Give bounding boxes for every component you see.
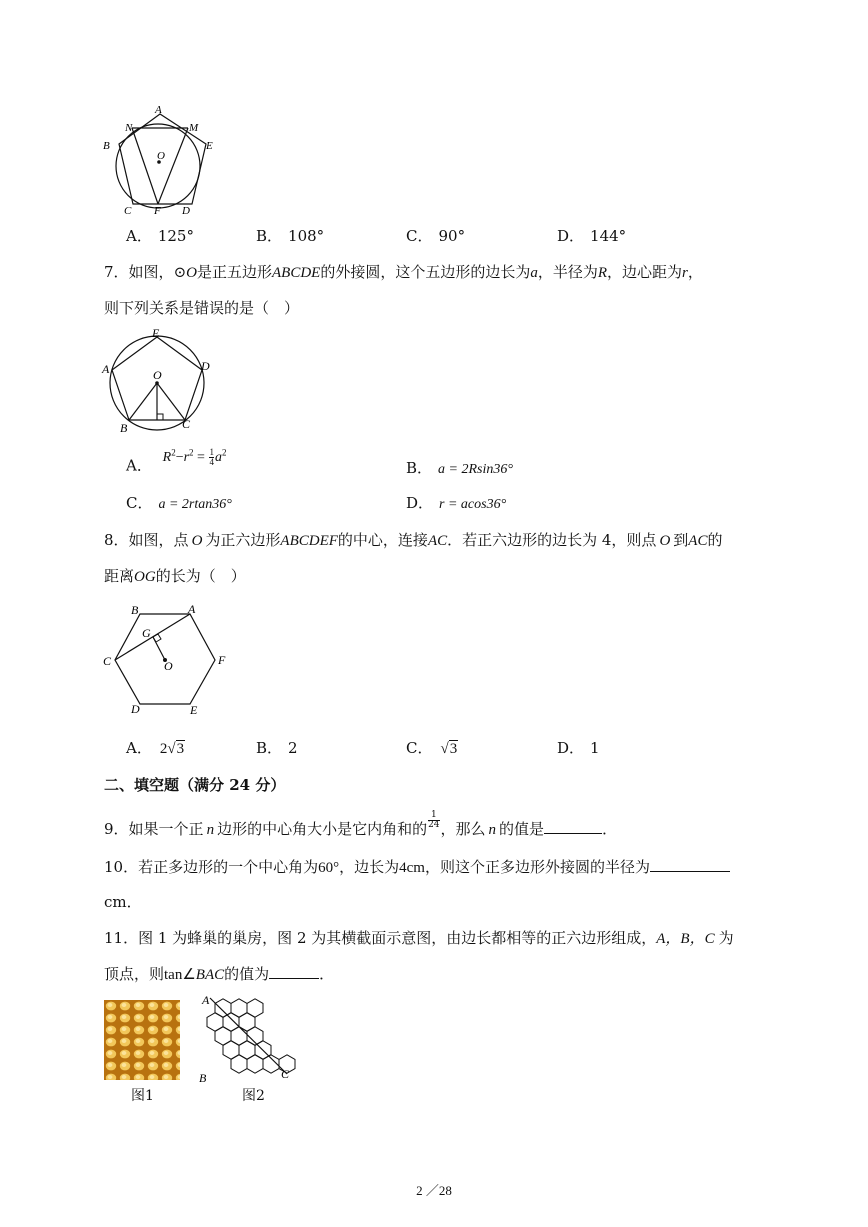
q6-label-e: E (206, 140, 213, 152)
question-number: 9． (104, 820, 129, 838)
option-value: 2 (288, 739, 298, 757)
stem-text: 如果一个正 (128, 820, 204, 838)
stem-text: ，则这个正多边形外接圆的半径为 (424, 858, 650, 876)
option-formula: a = 2Rsin36° (438, 462, 513, 477)
q7-label-e: E (152, 326, 160, 340)
math-op: = (193, 449, 209, 465)
stem-text: 的中心，连接 (337, 531, 428, 549)
math-sup: 2 (189, 447, 194, 457)
option-letter: C． (126, 494, 153, 512)
math-sup: 2 (171, 447, 176, 457)
option-letter: A． (126, 227, 152, 245)
stem-text: 的值为 (224, 965, 270, 983)
angle-value: 60° (318, 860, 340, 876)
fig1-caption: 图1 (131, 1088, 154, 1104)
hexagon-cell (231, 999, 247, 1017)
math-var: r (183, 449, 190, 465)
q8-option-c (406, 738, 458, 759)
stem-text: ，那么 (440, 820, 486, 838)
q7-stem-line2: 则下列关系是错误的是（ ） (104, 299, 300, 317)
frac-num: 1 (430, 809, 437, 820)
stem-text: ， (687, 263, 703, 281)
q6-option-d (557, 226, 626, 246)
q8-option-d (557, 738, 600, 758)
q7-pentagon-figure (100, 325, 220, 437)
vars-abc: A，B，C (656, 931, 715, 947)
var-o: O (191, 533, 203, 549)
polygon-name: ABCDEF (280, 533, 338, 549)
option-letter: D． (406, 494, 434, 512)
hexagon-cell (247, 999, 263, 1017)
question-number: 8． (104, 531, 129, 549)
q6-option-a (126, 226, 194, 246)
stem-text: 为 (718, 929, 734, 947)
q7-label-a: A (102, 362, 110, 376)
var-r: r (682, 265, 688, 281)
option-formula: r = acos36° (439, 497, 507, 512)
q7-label-o: O (153, 368, 162, 382)
hexagon-grid-figure (195, 990, 305, 1082)
q8-label-a: A (188, 602, 196, 616)
answer-blank[interactable] (650, 856, 730, 872)
q8-label-e: E (190, 703, 198, 717)
stem-text: 边形的中心角大小是它内角和的 (217, 820, 428, 838)
stem-text: ，半径为 (537, 263, 598, 281)
q11-stem-line2 (104, 963, 334, 985)
q6-pentagon-figure (100, 100, 225, 218)
option-value: 90° (438, 227, 466, 245)
coef: 2 (159, 741, 168, 757)
tan-symbol: tan∠ (164, 967, 196, 983)
circle-symbol: ⊙ (173, 263, 187, 281)
stem-text: 顶点，则 (104, 965, 165, 983)
stem-text: 若正多边形的一个中心角为 (138, 858, 319, 876)
q11-stem-line1 (104, 928, 734, 949)
radicand: 3 (176, 741, 185, 757)
option-letter: A． (126, 456, 152, 475)
frac-den: 24 (428, 819, 440, 830)
q6-label-c: C (124, 205, 132, 217)
section-title: 二、填空题（满分 24 分） (104, 776, 286, 794)
q6-label-o: O (157, 150, 165, 162)
stem-text: 到 (673, 531, 689, 549)
var-n: n (206, 822, 215, 838)
hexagon-cell (215, 999, 231, 1017)
q8-label-b: B (131, 603, 139, 617)
option-value: 1 (590, 739, 600, 757)
q7-option-b (406, 458, 513, 480)
angle-bac: BAC (195, 967, 225, 983)
q8-label-o: O (164, 659, 173, 673)
option-letter: C． (406, 227, 433, 245)
q11-label-b: B (199, 1071, 207, 1082)
q6-label-d: D (182, 205, 190, 217)
q8-label-f: F (218, 653, 226, 667)
q7-option-a (126, 446, 227, 478)
polygon-name: ABCDE (272, 265, 321, 281)
math-var: R (162, 449, 172, 465)
question-number: 11． (104, 929, 139, 947)
q6-label-b: B (103, 140, 110, 152)
q7-option-d (406, 493, 506, 515)
q6-label-a: A (155, 104, 162, 116)
option-radical: √3 (440, 741, 458, 757)
option-radical: 2√3 (159, 741, 185, 757)
question-number: 10． (104, 858, 139, 876)
frac-den: 4 (209, 456, 214, 467)
math-sup: 2 (221, 447, 227, 457)
stem-text: 为正六边形 (205, 531, 281, 549)
question-number: 7． (104, 263, 129, 281)
q7-option-c (126, 493, 232, 515)
segment-ac: AC (688, 533, 708, 549)
q8-option-b (256, 738, 298, 758)
q11-label-c: C (281, 1067, 290, 1081)
q10-stem-line2: cm． (104, 893, 142, 911)
q6-label-m: M (189, 122, 199, 134)
q8-label-d: D (131, 702, 140, 716)
segment-og: OG (134, 569, 156, 585)
stem-text: 距离 (104, 567, 135, 585)
radicand: 3 (449, 741, 458, 757)
stem-text: ．若正六边形的边长为 4，则点 (447, 531, 657, 549)
option-letter: B． (406, 459, 433, 477)
answer-blank[interactable] (269, 963, 319, 979)
math-var: a (214, 449, 222, 465)
fraction (428, 811, 439, 830)
stem-text: ． (602, 820, 618, 838)
q7-label-c: C (182, 417, 191, 431)
stem-text: 如图，点 (128, 531, 189, 549)
q8-hexagon-figure (100, 600, 240, 718)
var-n: n (488, 822, 497, 838)
q8-stem-line2 (104, 566, 246, 587)
stem-text: ． (319, 965, 335, 983)
q7-option-a-formula (162, 446, 227, 467)
stem-text: ，边长为 (339, 858, 400, 876)
option-value: 108° (288, 227, 325, 245)
q6-option-c (406, 226, 465, 246)
q6-label-n: N (125, 122, 133, 134)
option-value: 125° (157, 227, 194, 245)
stem-text: 如图， (128, 263, 174, 281)
q8-label-c: C (103, 654, 112, 668)
q8-label-g: G (142, 626, 151, 640)
option-letter: D． (557, 739, 585, 757)
math-op: − (175, 449, 184, 465)
side-value: 4cm (399, 860, 425, 876)
stem-text: 的 (707, 531, 723, 549)
q7-label-d: D (201, 359, 210, 373)
fraction (209, 448, 214, 467)
q7-label-b: B (120, 421, 128, 435)
q11-label-a: A (202, 993, 210, 1007)
var-o: O (659, 533, 671, 549)
var-o: O (186, 265, 197, 281)
q6-option-b (256, 226, 324, 246)
option-letter: A． (126, 739, 152, 757)
fig2-caption: 图2 (242, 1088, 265, 1104)
stem-text: 的值是 (499, 820, 545, 838)
stem-text: 图 1 为蜂巢的巢房，图 2 为其横截面示意图，由边长都相等的正六边形组成， (138, 929, 657, 947)
frac-num: 1 (209, 446, 214, 457)
option-letter: D． (557, 227, 585, 245)
q10-stem-line1 (104, 856, 730, 878)
stem-text: 的长为（ ） (155, 567, 246, 585)
segment-ac: AC (427, 533, 448, 549)
stem-text: ，边心距为 (607, 263, 683, 281)
page-number: 2 ／28 (416, 1183, 452, 1198)
q6-label-f: F (154, 205, 161, 217)
var-a: a (530, 265, 538, 281)
stem-text: 是正五边形 (196, 263, 272, 281)
option-letter: B． (256, 227, 283, 245)
q8-option-a (126, 738, 185, 759)
honeycomb-photo (104, 1000, 180, 1080)
stem-text: 的外接圆，这个五边形的边长为 (320, 263, 531, 281)
q9-stem (104, 809, 618, 840)
option-letter: C． (406, 739, 433, 757)
var-r-big: R (597, 265, 608, 281)
option-value: 144° (590, 227, 627, 245)
option-formula: a = 2rtan36° (158, 497, 232, 512)
q7-stem-line1 (104, 262, 703, 283)
answer-blank[interactable] (544, 818, 602, 834)
option-letter: B． (256, 739, 283, 757)
q8-stem-line1 (104, 530, 722, 551)
